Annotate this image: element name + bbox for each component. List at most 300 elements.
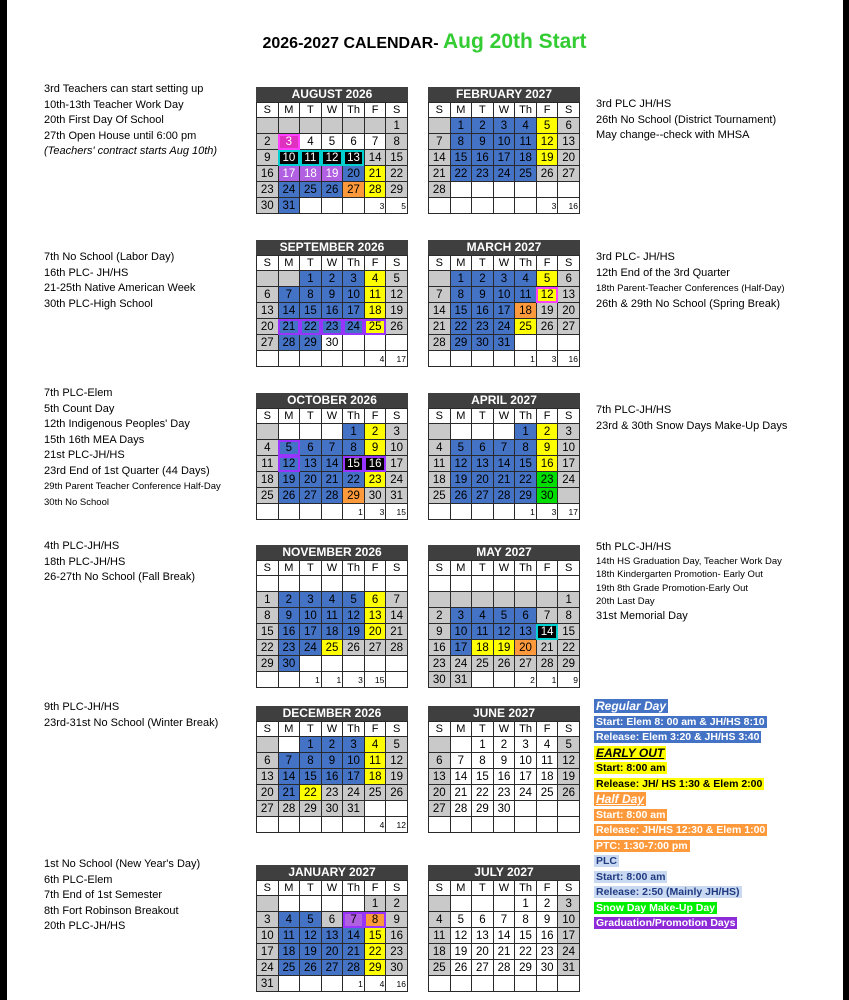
day-cell: 7	[364, 134, 386, 150]
day-cell	[300, 656, 322, 672]
calendar-october-2026	[256, 393, 408, 520]
day-cell: 19	[343, 624, 365, 640]
page-title	[0, 30, 849, 54]
day-cell	[472, 976, 494, 992]
weekday-label: W	[321, 881, 343, 896]
day-cell: 22	[386, 166, 408, 182]
day-cell: 7	[321, 440, 343, 456]
day-cell	[343, 576, 365, 592]
day-cell: 7	[536, 608, 558, 624]
day-cell: 26	[321, 182, 343, 198]
day-cell: 17	[343, 303, 365, 319]
day-cell: 31	[450, 672, 472, 688]
day-cell: 30	[278, 656, 300, 672]
week-row	[257, 351, 408, 367]
legend-early-title: EARLY OUT	[596, 745, 665, 760]
weekday-label: S	[558, 561, 580, 576]
day-cell	[450, 817, 472, 833]
day-cell: 31	[386, 488, 408, 504]
note-line: 10th-13th Teacher Work Day	[44, 98, 184, 111]
day-cell: 13	[429, 769, 451, 785]
day-cell	[364, 801, 386, 817]
day-cell: 21	[493, 944, 515, 960]
day-cell: 7	[493, 912, 515, 928]
day-cell: 18	[472, 640, 494, 656]
legend-plc-title: PLC	[596, 855, 617, 867]
day-cell: 5	[558, 737, 580, 753]
week-row	[257, 817, 408, 833]
day-count: 16	[558, 198, 580, 214]
day-cell: 30	[536, 488, 558, 504]
day-cell: 28	[278, 335, 300, 351]
weekday-label: W	[321, 103, 343, 118]
day-cell	[278, 424, 300, 440]
week-row	[429, 737, 580, 753]
day-cell: 20	[515, 640, 537, 656]
legend-plc-release: Release: 2:50 (Mainly JH/HS)	[596, 886, 740, 898]
day-cell: 18	[257, 472, 279, 488]
day-cell	[515, 817, 537, 833]
weekday-label: F	[536, 103, 558, 118]
day-cell: 21	[429, 319, 451, 335]
day-cell	[364, 118, 386, 134]
month-title: FEBRUARY 2027	[428, 87, 580, 102]
day-count: 15	[364, 672, 386, 688]
day-cell	[429, 271, 451, 287]
day-cell: 15	[364, 928, 386, 944]
day-cell: 29	[515, 960, 537, 976]
notes-february	[596, 97, 776, 144]
day-cell	[536, 182, 558, 198]
day-cell: 29	[300, 801, 322, 817]
day-cell: 1	[450, 271, 472, 287]
day-cell: 20	[300, 472, 322, 488]
day-cell	[321, 198, 343, 214]
legend-half-start: Start: 8:00 am	[596, 808, 666, 821]
day-cell	[300, 504, 322, 520]
weekday-label: W	[321, 722, 343, 737]
day-cell: 9	[429, 624, 451, 640]
weekday-label: F	[536, 256, 558, 271]
day-cell: 16	[536, 928, 558, 944]
week-row	[257, 912, 408, 928]
day-cell: 14	[278, 303, 300, 319]
day-cell	[558, 801, 580, 817]
weekday-label: S	[429, 722, 451, 737]
note-line: 23rd-31st No School (Winter Break)	[44, 716, 219, 729]
notes-october	[44, 386, 221, 510]
day-cell: 5	[386, 737, 408, 753]
day-cell	[429, 817, 451, 833]
day-cell	[278, 118, 300, 134]
week-row	[257, 976, 408, 992]
day-cell: 20	[472, 472, 494, 488]
day-cell: 2	[493, 737, 515, 753]
day-cell: 14	[321, 456, 343, 472]
weekday-label: S	[429, 409, 451, 424]
day-cell: 21	[450, 785, 472, 801]
week-row	[257, 960, 408, 976]
day-cell: 12	[450, 456, 472, 472]
day-cell: 2	[278, 592, 300, 608]
day-cell	[321, 976, 343, 992]
day-cell: 6	[257, 287, 279, 303]
day-count: 4	[364, 351, 386, 367]
day-cell: 20	[321, 944, 343, 960]
day-count: 5	[386, 198, 408, 214]
month-title: JULY 2027	[428, 865, 580, 880]
day-cell: 2	[364, 424, 386, 440]
day-cell: 25	[364, 319, 386, 335]
day-cell: 11	[257, 456, 279, 472]
day-cell: 19	[278, 472, 300, 488]
day-cell	[515, 801, 537, 817]
day-cell: 28	[364, 182, 386, 198]
day-cell	[321, 817, 343, 833]
day-cell: 9	[493, 753, 515, 769]
weekday-label: M	[450, 881, 472, 896]
day-cell: 18	[300, 166, 322, 182]
day-cell	[472, 504, 494, 520]
note-line: 16th PLC- JH/HS	[44, 266, 129, 279]
day-cell: 17	[493, 303, 515, 319]
day-cell: 27	[472, 960, 494, 976]
legend-early-start: Start: 8:00 am	[596, 762, 666, 774]
day-cell: 22	[515, 944, 537, 960]
week-row	[429, 896, 580, 912]
day-cell: 12	[386, 753, 408, 769]
day-cell: 6	[364, 592, 386, 608]
day-cell: 25	[536, 785, 558, 801]
day-cell: 12	[343, 608, 365, 624]
weekday-label: Th	[343, 256, 365, 271]
day-cell: 21	[321, 472, 343, 488]
month-title: JUNE 2027	[428, 706, 580, 721]
weekday-label: M	[278, 881, 300, 896]
day-cell: 22	[300, 319, 322, 335]
day-cell: 4	[278, 912, 300, 928]
day-cell: 22	[450, 319, 472, 335]
day-cell: 8	[364, 912, 386, 928]
day-cell: 1	[386, 118, 408, 134]
legend	[594, 699, 767, 932]
week-row	[429, 134, 580, 150]
day-cell: 9	[472, 287, 494, 303]
day-cell: 18	[536, 769, 558, 785]
day-cell: 8	[515, 440, 537, 456]
day-cell: 3	[515, 737, 537, 753]
day-cell: 24	[300, 640, 322, 656]
day-cell: 15	[515, 456, 537, 472]
month-grid	[428, 408, 580, 520]
day-cell: 10	[300, 608, 322, 624]
day-cell: 9	[321, 753, 343, 769]
day-cell: 9	[278, 608, 300, 624]
week-row	[429, 817, 580, 833]
day-cell: 1	[300, 737, 322, 753]
day-cell	[472, 351, 494, 367]
day-cell: 14	[536, 624, 558, 640]
day-cell	[300, 198, 322, 214]
day-count: 3	[536, 504, 558, 520]
day-cell: 10	[257, 928, 279, 944]
day-cell: 23	[429, 656, 451, 672]
day-cell: 20	[558, 303, 580, 319]
day-count: 2	[515, 672, 537, 688]
day-cell: 17	[343, 769, 365, 785]
legend-snow-day: Snow Day Make-Up Day	[596, 901, 716, 914]
weekday-label: S	[429, 561, 451, 576]
day-count: 1	[515, 351, 537, 367]
day-cell	[536, 801, 558, 817]
day-cell: 5	[536, 118, 558, 134]
day-count: 3	[536, 198, 558, 214]
day-cell: 27	[429, 801, 451, 817]
day-cell: 15	[450, 303, 472, 319]
day-cell: 28	[493, 488, 515, 504]
month-title: JANUARY 2027	[256, 865, 408, 880]
weekday-label: W	[493, 409, 515, 424]
day-cell	[386, 576, 408, 592]
week-row	[429, 166, 580, 182]
day-cell	[300, 976, 322, 992]
day-cell: 24	[450, 656, 472, 672]
day-cell: 4	[515, 118, 537, 134]
day-cell: 16	[536, 456, 558, 472]
day-cell	[493, 976, 515, 992]
day-cell: 31	[257, 976, 279, 992]
week-row	[429, 801, 580, 817]
note-line: 20th First Day Of School	[44, 114, 164, 126]
day-cell	[364, 576, 386, 592]
weekday-label: F	[364, 409, 386, 424]
day-cell: 26	[536, 166, 558, 182]
day-cell: 30	[493, 801, 515, 817]
day-cell: 26	[386, 785, 408, 801]
day-count: 16	[386, 976, 408, 992]
day-cell: 18	[429, 944, 451, 960]
day-cell: 3	[343, 271, 365, 287]
day-cell: 1	[257, 592, 279, 608]
day-cell: 24	[343, 785, 365, 801]
month-grid	[256, 721, 408, 833]
day-cell: 20	[343, 166, 365, 182]
day-cell	[536, 817, 558, 833]
day-cell: 11	[472, 624, 494, 640]
day-cell: 19	[450, 472, 472, 488]
day-cell	[257, 576, 279, 592]
day-cell: 27	[257, 335, 279, 351]
day-count: 1	[300, 672, 322, 688]
day-cell: 6	[558, 118, 580, 134]
day-cell: 31	[343, 801, 365, 817]
day-cell: 14	[450, 769, 472, 785]
day-cell: 4	[515, 271, 537, 287]
note-line: 26th & 29th No School (Spring Break)	[596, 297, 781, 310]
frame-right-border	[843, 0, 849, 1000]
weekday-label: W	[321, 256, 343, 271]
day-cell: 28	[493, 960, 515, 976]
month-grid	[428, 102, 580, 214]
day-count: 3	[364, 198, 386, 214]
day-cell: 11	[278, 928, 300, 944]
day-cell: 17	[558, 928, 580, 944]
weekday-label: S	[386, 881, 408, 896]
day-cell	[278, 576, 300, 592]
day-cell: 18	[429, 472, 451, 488]
note-line: 5th PLC-JH/HS	[596, 541, 672, 553]
day-cell: 10	[450, 624, 472, 640]
week-row	[257, 488, 408, 504]
day-cell: 16	[472, 303, 494, 319]
week-row	[257, 576, 408, 592]
weekday-label: S	[558, 881, 580, 896]
day-cell: 13	[515, 624, 537, 640]
day-cell: 11	[364, 287, 386, 303]
week-row	[429, 271, 580, 287]
day-cell: 26	[558, 785, 580, 801]
weekday-label: W	[493, 722, 515, 737]
day-cell: 1	[472, 737, 494, 753]
day-cell: 15	[300, 303, 322, 319]
calendar-april-2027	[428, 393, 580, 520]
note-line: 27th Open House until 6:00 pm	[44, 129, 197, 142]
day-cell: 28	[429, 182, 451, 198]
day-cell: 31	[278, 198, 300, 214]
day-cell: 18	[515, 303, 537, 319]
day-cell	[450, 896, 472, 912]
day-cell	[515, 335, 537, 351]
day-cell: 5	[536, 271, 558, 287]
day-cell	[558, 576, 580, 592]
day-cell: 13	[300, 456, 322, 472]
day-cell	[450, 976, 472, 992]
day-cell: 20	[429, 785, 451, 801]
week-row	[257, 335, 408, 351]
day-cell: 23	[536, 944, 558, 960]
weekday-label: S	[257, 561, 279, 576]
day-cell: 26	[450, 960, 472, 976]
day-cell: 20	[257, 319, 279, 335]
day-cell: 24	[515, 785, 537, 801]
day-cell: 27	[300, 488, 322, 504]
day-count: 4	[364, 976, 386, 992]
weekday-label: T	[300, 722, 322, 737]
day-cell	[278, 737, 300, 753]
day-cell: 17	[278, 166, 300, 182]
week-row	[429, 576, 580, 592]
weekday-label: S	[429, 256, 451, 271]
day-cell: 17	[300, 624, 322, 640]
day-cell: 30	[386, 960, 408, 976]
day-cell: 8	[450, 287, 472, 303]
weekday-label: T	[472, 103, 494, 118]
day-cell: 13	[257, 303, 279, 319]
note-line: 23rd & 30th Snow Days Make-Up Days	[596, 419, 788, 432]
day-cell: 8	[558, 608, 580, 624]
day-cell: 22	[364, 944, 386, 960]
weekday-label: T	[472, 256, 494, 271]
day-cell: 25	[472, 656, 494, 672]
day-cell: 18	[364, 769, 386, 785]
note-line: 14th HS Graduation Day, Teacher Work Day	[596, 555, 782, 567]
weekday-label: Th	[515, 561, 537, 576]
day-cell: 4	[321, 592, 343, 608]
note-line: 15th 16th MEA Days	[44, 433, 145, 446]
day-cell	[257, 351, 279, 367]
day-cell: 10	[343, 287, 365, 303]
weekday-label: W	[493, 561, 515, 576]
day-count: 1	[321, 672, 343, 688]
day-cell	[257, 737, 279, 753]
day-cell: 2	[321, 271, 343, 287]
week-row	[257, 656, 408, 672]
day-cell: 25	[515, 319, 537, 335]
day-cell: 21	[536, 640, 558, 656]
legend-regular-start: Start: Elem 8: 00 am & JH/HS 8:10	[596, 715, 765, 728]
day-cell: 15	[515, 928, 537, 944]
day-cell	[515, 182, 537, 198]
day-count: 1	[515, 504, 537, 520]
day-cell: 3	[450, 608, 472, 624]
day-count: 1	[343, 976, 365, 992]
week-row	[429, 182, 580, 198]
note-line: 7th No School (Labor Day)	[44, 251, 175, 263]
legend-early-release: Release: JH/ HS 1:30 & Elem 2:00	[596, 777, 763, 790]
day-cell: 26	[450, 488, 472, 504]
day-cell: 11	[429, 928, 451, 944]
weekday-label: M	[450, 103, 472, 118]
week-row	[429, 912, 580, 928]
day-cell	[343, 198, 365, 214]
day-cell: 13	[321, 928, 343, 944]
weekday-label: F	[364, 722, 386, 737]
calendar-november-2026	[256, 545, 408, 688]
day-cell: 18	[364, 303, 386, 319]
day-cell: 7	[278, 753, 300, 769]
week-row	[429, 424, 580, 440]
day-cell: 28	[321, 488, 343, 504]
week-row	[257, 769, 408, 785]
day-count: 16	[558, 351, 580, 367]
month-title: SEPTEMBER 2026	[256, 240, 408, 255]
day-cell: 7	[386, 592, 408, 608]
week-row	[429, 319, 580, 335]
day-cell	[257, 817, 279, 833]
weekday-label: T	[472, 722, 494, 737]
day-cell: 20	[364, 624, 386, 640]
day-count: 1	[343, 504, 365, 520]
day-cell	[257, 504, 279, 520]
day-cell: 18	[278, 944, 300, 960]
day-cell: 15	[472, 769, 494, 785]
day-cell	[558, 488, 580, 504]
week-row	[257, 640, 408, 656]
day-cell: 23	[278, 640, 300, 656]
day-cell: 19	[536, 150, 558, 166]
day-cell: 9	[364, 440, 386, 456]
day-cell	[300, 817, 322, 833]
day-cell: 12	[536, 287, 558, 303]
day-count: 17	[386, 351, 408, 367]
day-count: 15	[386, 504, 408, 520]
day-cell	[321, 504, 343, 520]
day-cell: 25	[515, 166, 537, 182]
day-cell: 16	[493, 769, 515, 785]
note-line: 8th Fort Robinson Breakout	[44, 904, 179, 917]
day-cell: 21	[278, 785, 300, 801]
day-cell: 23	[472, 319, 494, 335]
